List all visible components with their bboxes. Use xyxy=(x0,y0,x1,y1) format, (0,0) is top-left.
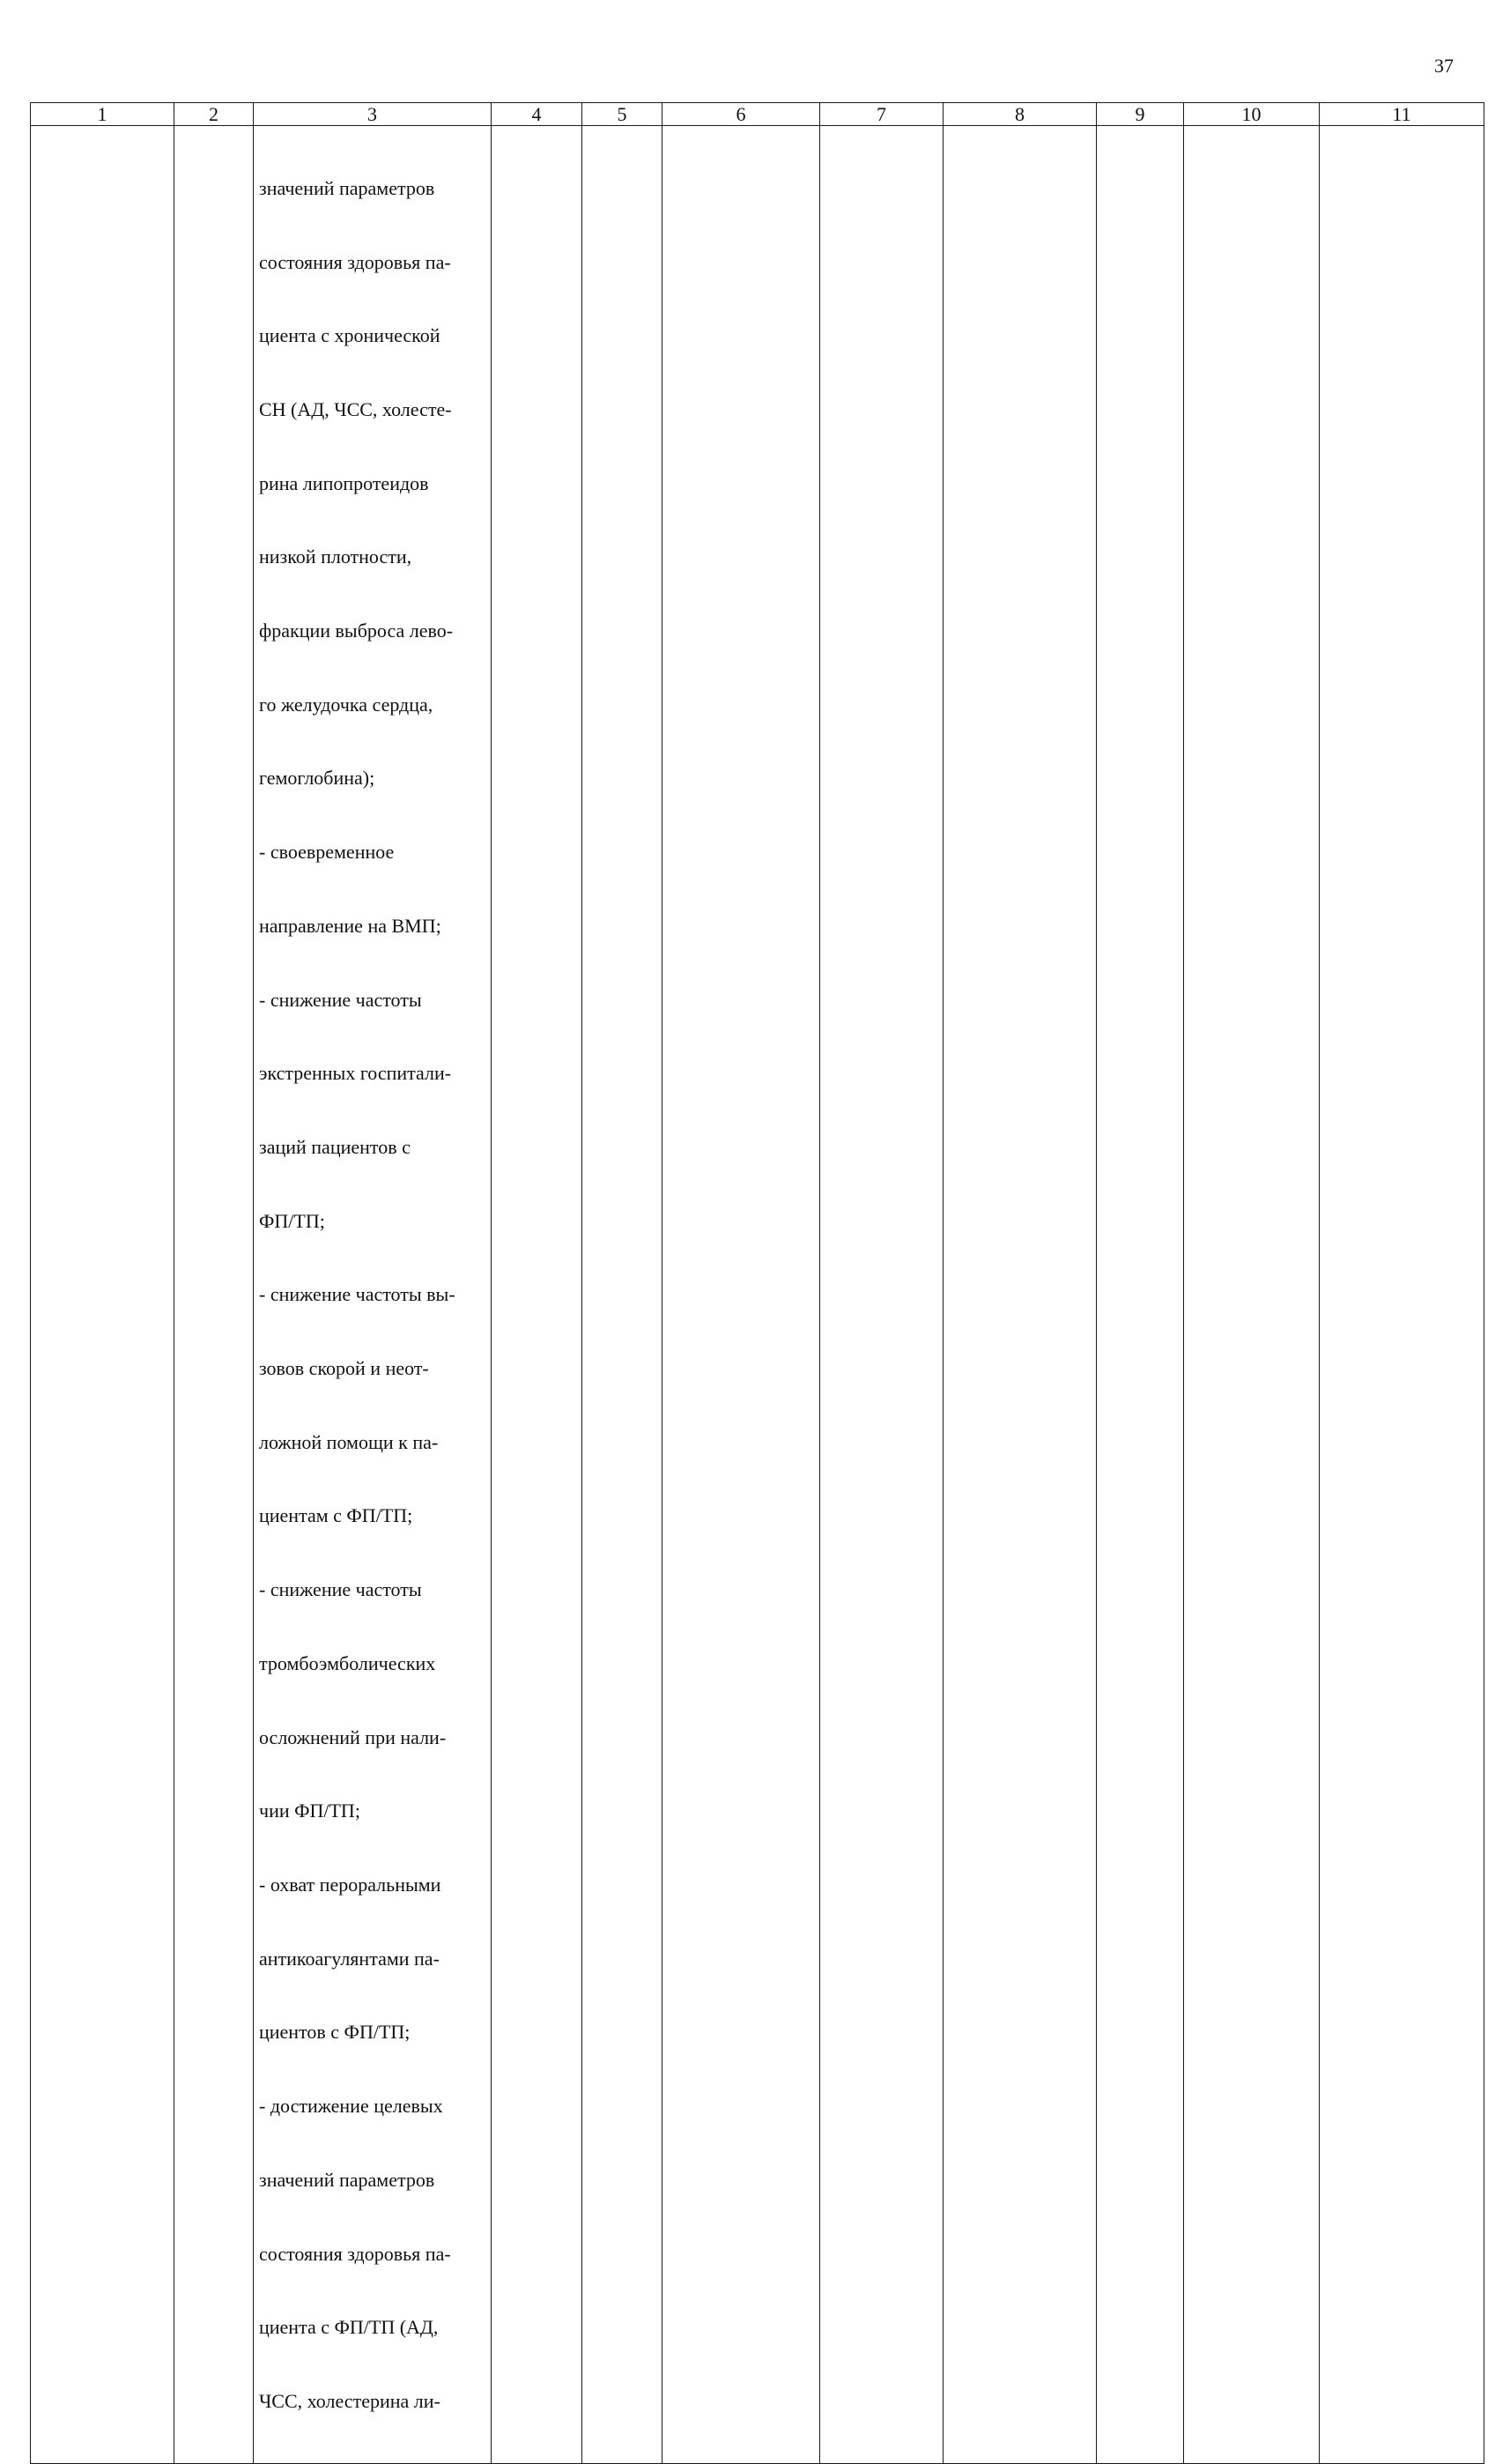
text-line: гемоглобина); xyxy=(259,767,375,790)
column-header: 11 xyxy=(1320,103,1484,126)
text-line: антикоагулянтами па- xyxy=(259,1947,440,1970)
table-cell-col-3 xyxy=(254,126,492,2464)
text-line: рина липопротеидов xyxy=(259,471,429,494)
text-line: фракции выброса лево- xyxy=(259,620,454,642)
column-header: 5 xyxy=(582,103,662,126)
page-number: 37 xyxy=(1434,55,1454,77)
text-line: осложнений при нали- xyxy=(259,1726,447,1748)
text-line: направление на ВМП; xyxy=(259,914,441,937)
text-line: циентов с ФП/ТП; xyxy=(259,2021,411,2044)
text-line: циентам с ФП/ТП; xyxy=(259,1504,413,1527)
document-table xyxy=(30,102,1484,2464)
table-cell-col-6 xyxy=(662,126,820,2464)
table-row xyxy=(31,126,1484,2464)
text-line: СН (АД, ЧСС, холесте- xyxy=(259,397,452,420)
text-line: экстренных госпитали- xyxy=(259,1062,452,1085)
column-header: 4 xyxy=(492,103,582,126)
table-cell-col-8 xyxy=(944,126,1097,2464)
text-line: - своевременное xyxy=(259,841,395,864)
cell-text-col-3 xyxy=(254,126,491,2463)
text-line: - снижение частоты xyxy=(259,988,422,1011)
text-line: циента с ФП/ТП (АД, xyxy=(259,2316,439,2339)
text-line: - снижение частоты вы- xyxy=(259,1283,455,1306)
text-line: ложной помощи к па- xyxy=(259,1430,439,1453)
text-line: низкой плотности, xyxy=(259,545,412,568)
text-line: заций пациентов с xyxy=(259,1135,411,1158)
table-cell-col-11 xyxy=(1320,126,1484,2464)
text-line: ЧСС, холестерина ли- xyxy=(259,2389,440,2412)
column-header: 3 xyxy=(254,103,492,126)
table-cell-col-5 xyxy=(582,126,662,2464)
column-header: 1 xyxy=(31,103,174,126)
text-line: значений параметров xyxy=(259,176,435,199)
table-cell-col-1 xyxy=(31,126,174,2464)
text-line: - снижение частоты xyxy=(259,1578,422,1601)
column-header: 10 xyxy=(1184,103,1320,126)
column-header: 2 xyxy=(174,103,254,126)
table-cell-col-7 xyxy=(820,126,944,2464)
text-line: состояния здоровья па- xyxy=(259,250,451,273)
table-cell-col-4 xyxy=(492,126,582,2464)
text-line: тромбоэмболических xyxy=(259,1651,436,1674)
column-header: 7 xyxy=(820,103,944,126)
text-line: значений параметров xyxy=(259,2168,435,2191)
text-line: го желудочка сердца, xyxy=(259,693,433,716)
table-cell-col-10 xyxy=(1184,126,1320,2464)
text-line: циента с хронической xyxy=(259,324,440,347)
text-line: состояния здоровья па- xyxy=(259,2242,451,2265)
table-cell-col-9 xyxy=(1097,126,1184,2464)
table-cell-col-2 xyxy=(174,126,254,2464)
column-header: 9 xyxy=(1097,103,1184,126)
text-line: чии ФП/ТП; xyxy=(259,1800,360,1822)
column-header: 6 xyxy=(662,103,820,126)
header-row xyxy=(31,103,1484,126)
text-line: зовов скорой и неот- xyxy=(259,1357,429,1380)
column-header: 8 xyxy=(944,103,1097,126)
text-line: - достижение целевых xyxy=(259,2095,443,2118)
text-line: ФП/ТП; xyxy=(259,1209,325,1232)
text-line: - охват пероральными xyxy=(259,1873,441,1896)
